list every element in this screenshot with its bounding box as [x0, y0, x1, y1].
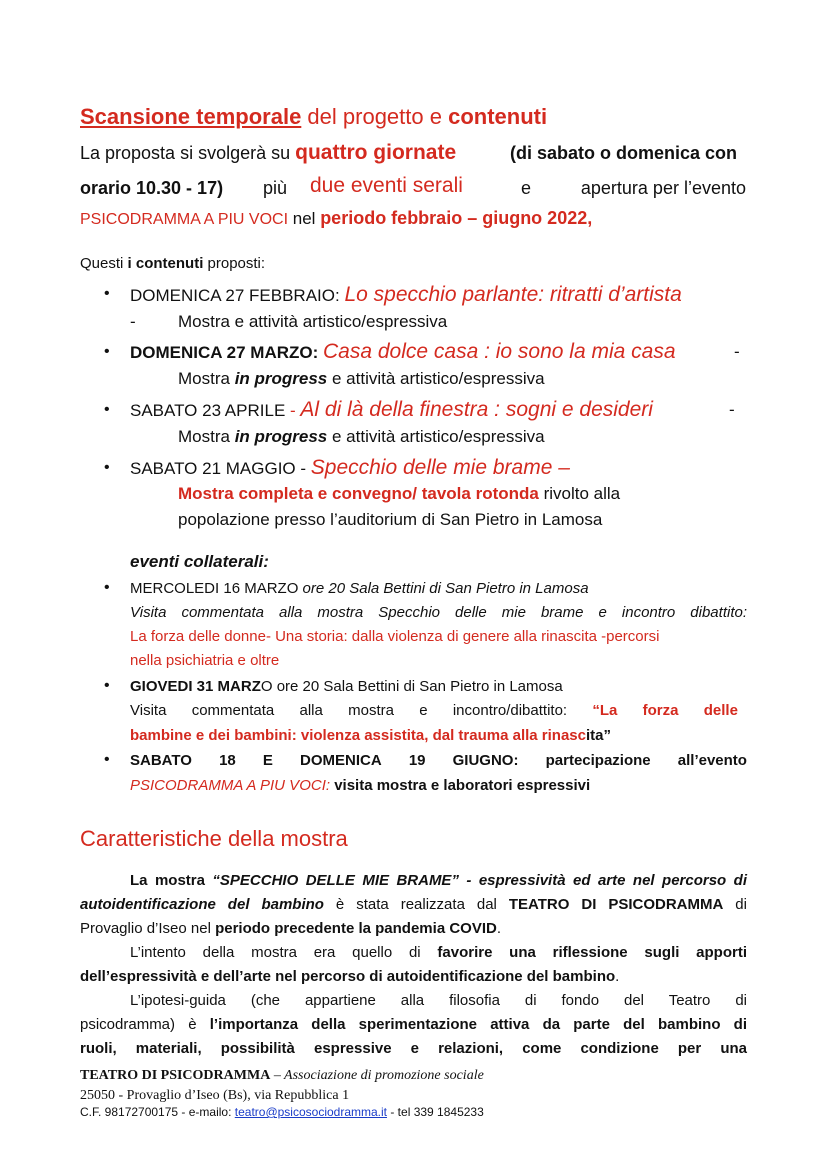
text: ita”	[586, 727, 612, 744]
sub-highlight: Mostra completa e convegno/ tavola rotonda	[178, 484, 539, 503]
bullet-icon: •	[104, 401, 110, 418]
intro-line-2-d: e	[521, 178, 532, 198]
fiscal-code: C.F. 98172700175 - e-mailo:	[80, 1105, 235, 1119]
text: visita mostra e laboratori espressivi	[330, 777, 591, 794]
intro-line-2-e: apertura per l’evento	[580, 178, 746, 198]
event-date: MERCOLEDI 16 MARZO	[130, 580, 299, 597]
day-3-sub	[178, 427, 545, 447]
day-item-1	[130, 283, 682, 307]
intro-line-1-end: (di sabato o domenica con	[510, 143, 738, 163]
day-2-trail: -	[734, 342, 740, 361]
sub-text: Mostra	[178, 427, 235, 446]
para1-line-2	[80, 896, 747, 913]
text: 18	[219, 752, 236, 769]
text: E	[262, 752, 273, 769]
event-1-line-4: nella psichiatria e oltre	[130, 652, 280, 669]
day-3-trail: -	[729, 400, 735, 419]
day-title: Casa dolce casa : io sono la mia casa	[323, 340, 676, 363]
event-place: ore 20 Sala Bettini di San Pietro in Lamosa	[298, 580, 589, 597]
day-4-sub-1	[178, 484, 620, 504]
heading-part-1: Scansione temporale	[80, 104, 302, 129]
emph: autoidentificazione del bambino	[80, 896, 324, 913]
text: La mostra	[130, 872, 213, 889]
org-name: TEATRO DI PSICODRAMMA	[508, 896, 724, 913]
event-2-line-3	[130, 727, 611, 744]
bullet-icon: •	[104, 579, 110, 596]
heading-part-3: contenuti	[448, 104, 548, 129]
para3-line-3: ruoli, materiali, possibilità espressive e relazioni, come condizione per una	[80, 1040, 747, 1057]
intro-text: La proposta si svolgerà su	[80, 143, 296, 163]
event-1-line-1	[130, 580, 589, 597]
event-1-line-3: La forza delle donne- Una storia: dalla violenza di genere alla rinascita -percorsi	[130, 628, 660, 645]
sub-text: e attività artistico/espressiva	[327, 427, 545, 446]
day-title: Lo specchio parlante: ritratti d’artista	[344, 283, 682, 306]
intro-line-3	[80, 208, 592, 229]
sub-text: Mostra	[178, 369, 235, 388]
day-2-sub	[178, 369, 545, 389]
intro-highlight-days: quattro giornate	[295, 141, 457, 164]
text: .	[496, 920, 501, 937]
intro-line-2-b: più	[263, 178, 288, 198]
text: 19	[408, 752, 426, 769]
event-2-line-1	[130, 678, 563, 695]
section-heading-timeline	[80, 104, 547, 130]
event-3-line-2	[130, 777, 590, 794]
para3-line-2	[80, 1016, 747, 1033]
event-name: PSICODRAMMA A PIU VOCI:	[130, 777, 331, 794]
event-place: O ore 20 Sala Bettini di San Pietro in Lamosa	[260, 678, 563, 695]
day-sep: :	[335, 286, 345, 305]
highlight: “La	[592, 702, 618, 719]
text: di	[723, 896, 747, 913]
event-psicodramma: PSICODRAMMA A PIU VOCI	[80, 211, 289, 228]
org-name: TEATRO DI PSICODRAMMA	[80, 1068, 271, 1083]
sub-emph: in progress	[234, 369, 328, 388]
day-title: Specchio delle mie brame –	[310, 456, 570, 479]
day-sep: -	[285, 401, 301, 420]
emph: l’importanza della sperimentazione attiva da parte del bambino di	[209, 1016, 748, 1033]
event-2-line-2	[130, 702, 738, 719]
text: partecipazione	[545, 752, 651, 769]
contents-text: proposti:	[203, 255, 266, 272]
para1-line-3	[80, 920, 501, 937]
bullet-icon: •	[104, 343, 110, 360]
day-item-2	[130, 340, 676, 364]
day-1-sub-dash: -	[130, 312, 136, 331]
text: GIUGNO:	[452, 752, 519, 769]
event-1-line-2: Visita commentata alla mostra Specchio delle mie brame e incontro dibattito:	[130, 604, 747, 621]
org-desc: – Associazione di promozione sociale	[270, 1068, 484, 1083]
day-item-4	[130, 456, 570, 480]
footer-org	[80, 1068, 484, 1084]
bullet-icon: •	[104, 285, 110, 302]
text: alla	[299, 702, 323, 719]
text: L’intento della mostra era quello di	[130, 944, 438, 961]
sub-emph: in progress	[234, 427, 328, 446]
bullet-icon: •	[104, 459, 110, 476]
intro-period: periodo febbraio – giugno 2022,	[320, 208, 593, 228]
text: e	[419, 702, 428, 719]
event-3-line-1	[130, 752, 747, 769]
day-date: SABATO 21 MAGGIO	[130, 459, 296, 478]
collateral-heading: eventi collaterali:	[130, 552, 269, 571]
text: incontro/dibattito:	[452, 702, 568, 719]
section-heading-characteristics: Caratteristiche della mostra	[80, 826, 348, 851]
text: .	[615, 968, 620, 985]
day-date: DOMENICA 27 MARZO:	[130, 343, 319, 362]
contents-intro	[80, 255, 265, 272]
para2-line-2	[80, 968, 619, 985]
email-link[interactable]: teatro@psicosociodramma.it	[234, 1105, 388, 1119]
text: Visita	[130, 702, 167, 719]
text: Provaglio d’Iseo nel	[80, 920, 216, 937]
text: all’evento	[677, 752, 747, 769]
intro-line-2-a: orario 10.30 - 17)	[80, 178, 224, 198]
text: mostra	[348, 702, 394, 719]
emph: favorire una riflessione sugli apporti	[437, 944, 747, 961]
day-title: Al di là della finestra : sogni e desideri	[300, 398, 653, 421]
text: DOMENICA	[300, 752, 382, 769]
contents-text: Questi	[80, 255, 128, 272]
day-sep: -	[295, 459, 311, 478]
para1-line-1	[130, 872, 747, 889]
intro-highlight-events: due eventi serali	[310, 174, 463, 197]
emph: dell’espressività e dell’arte nel percorso di autoidentificazione del bambino	[80, 968, 616, 985]
day-item-3	[130, 398, 653, 422]
text: SABATO	[130, 752, 192, 769]
highlight: bambine e dei bambini: violenza assistita, dal trauma alla rinasc	[130, 727, 586, 744]
bullet-icon: •	[104, 677, 110, 694]
sub-text: e attività artistico/espressiva	[327, 369, 545, 388]
footer-address: 25050 - Provaglio d’Iseo (Bs), via Repubblica 1	[80, 1088, 350, 1103]
phone: - tel 339 1845233	[387, 1105, 484, 1119]
intro-text: nel	[288, 209, 321, 228]
text: commentata	[191, 702, 275, 719]
intro-line-1	[80, 141, 456, 165]
sub-text: rivolto alla	[538, 484, 621, 503]
contents-bold: i contenuti	[127, 255, 204, 272]
highlight: forza	[642, 702, 679, 719]
highlight: delle	[703, 702, 738, 719]
emph: periodo precedente la pandemia COVID	[215, 920, 497, 937]
text: è stata realizzata dal	[323, 896, 509, 913]
text: psicodramma) è	[80, 1016, 210, 1033]
day-4-sub-2: popolazione presso l’auditorium di San Pietro in Lamosa	[178, 510, 603, 529]
heading-part-2: del progetto e	[301, 104, 449, 129]
emph: “SPECCHIO DELLE MIE BRAME” - espressività ed arte nel percorso di	[212, 872, 747, 889]
day-1-sub: Mostra e attività artistico/espressiva	[178, 312, 448, 331]
bullet-icon: •	[104, 751, 110, 768]
footer-contacts	[80, 1105, 484, 1119]
para3-line-1: L’ipotesi-guida (che appartiene alla filosofia di fondo del Teatro di	[130, 992, 747, 1009]
para2-line-1	[130, 944, 747, 961]
event-date: GIOVEDI 31 MARZ	[130, 678, 261, 695]
day-date: SABATO 23 APRILE	[130, 401, 286, 420]
day-date: DOMENICA 27 FEBBRAIO	[130, 286, 335, 305]
